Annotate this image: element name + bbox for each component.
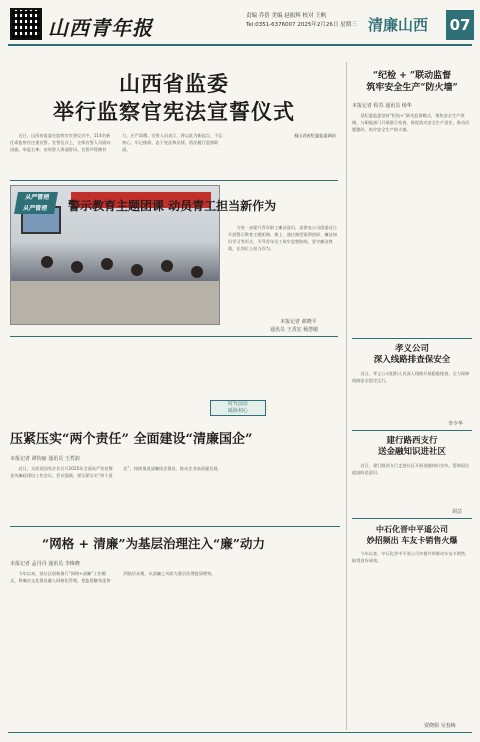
divider — [352, 430, 472, 431]
youth-byline-2: 通讯员 王香宏 杨慧敏 — [270, 327, 319, 333]
responsibility-body: 近日，太原某国有企业召开2025年全面从严治党暨党风廉政建设工作会议。会议强调，要压紧压实“两个责任”，持续推进清廉国企建设，推动企业高质量发展。 — [10, 466, 222, 478]
edit-info — [246, 12, 366, 30]
column-badge: 时代前沿 砥砺初心 — [210, 400, 266, 416]
right1-headline: “纪检 + ”联动监督 筑牢安全生产“防火墙” — [366, 71, 458, 93]
grid-byline: 本报记者 孟丹丹 通讯员 李梅晓 — [10, 561, 80, 567]
right1-byline: 本报记者 程苏 通讯员 杨华 — [352, 103, 412, 109]
right3-body: 近日，建行路西支行走进社区开展金融知识宣传，帮助居民提高防范意识。 — [352, 463, 470, 475]
grid-body: 今年以来，某社区创新推行“网格+清廉”工作模式，将廉洁文化建设融入网格化管理，把监督触角延伸到基层末梢，以清廉之风助力基层治理提质增效。 — [10, 571, 216, 583]
qr-code-icon — [10, 8, 42, 40]
right4-headline: 中石化晋中平遥公司 妙招频出 车友卡销售火爆 — [366, 524, 458, 545]
youth-byline: 本报记者 郝晓平 — [280, 319, 317, 325]
footer-rule — [8, 732, 472, 733]
divider — [10, 180, 338, 181]
lead-headline — [10, 70, 338, 126]
editors-line: 责编 乔蓓 美编 赵振辉 校对 王帆 — [246, 13, 327, 19]
youth-body: 为进一步提升青年职工廉洁意识，某供电公司团委近日开展警示教育主题团课。课上，通过典型案例剖析、廉洁知识学习等形式，引导青年员工筑牢思想防线，坚守廉洁底线，在岗位上担当作为。 — [228, 225, 337, 251]
lead-headline-line1: 山西省监委 — [119, 71, 229, 96]
right2-body: 近日，孝义公司组织人员深入线路开展隐患排查，全力保障线路安全稳定运行。 — [352, 371, 470, 383]
divider — [10, 336, 338, 337]
lead-source: 据山西省纪委监委网站 — [294, 133, 336, 138]
contact-date-line: Tel:0351-6376007 2025年2月26日 星期三 — [246, 22, 357, 28]
right4-body: 今年以来，中石化晋中平遥公司多措并举推动车友卡销售，取得良好成效。 — [352, 551, 470, 563]
right3-headline: 建行路西支行 送金融知识进社区 — [377, 436, 446, 457]
responsibility-byline: 本报记者 谭钧丽 通讯员 王哲韵 — [10, 456, 80, 462]
section-title: 清廉山西 — [368, 16, 429, 34]
right1-body: 某纪委监委坚持“纪检+”联动监督模式，聚焦安全生产领域，与职能部门开展联合检查，督促落实安全生产责任，推动问题整改，筑牢安全生产防火墙。 — [352, 113, 470, 132]
responsibility-headline: 压紧压实“两个责任” 全面建设“清廉国企” — [10, 432, 253, 447]
lead-headline-line2: 举行监察官宪法宣誓仪式 — [53, 99, 295, 124]
divider — [352, 338, 472, 339]
page-number: 07 — [446, 10, 474, 40]
masthead — [8, 6, 472, 46]
newspaper-logo: 山西青年报 — [48, 16, 153, 40]
youth-headline: 警示教育主题团课 动员青工担当新作为 — [68, 199, 277, 213]
grid-headline: “网格 + 清廉”为基层治理注入“廉”动力 — [42, 536, 265, 551]
right2-headline: 孝义公司 深入线路排查保安全 — [373, 344, 451, 365]
divider — [352, 518, 472, 519]
lead-body-text: 近日，山西省监委在监察官宣誓仪式中，114名新任命监察官庄重宣誓。宣誓仪式上，全体宣誓人员面向国旗，举起右拳，由领誓人领诵誓词。宣誓声铿锵有力，庄严肃穆。宣誓人员表示，将以此为新起点，不忘初心、牢记使命，忠于宪法和法律，依法履行监察职责。 — [10, 133, 223, 152]
right3-byline: 胡芸 — [452, 509, 463, 515]
column-divider — [346, 62, 347, 730]
right4-byline: 贾晓娟 吴春梅 — [424, 723, 456, 729]
lead-body — [10, 132, 336, 178]
divider — [10, 526, 340, 527]
strict-management-badge: 从严管理 从严管理 — [14, 192, 58, 214]
right2-byline: 李少华 — [448, 421, 464, 427]
